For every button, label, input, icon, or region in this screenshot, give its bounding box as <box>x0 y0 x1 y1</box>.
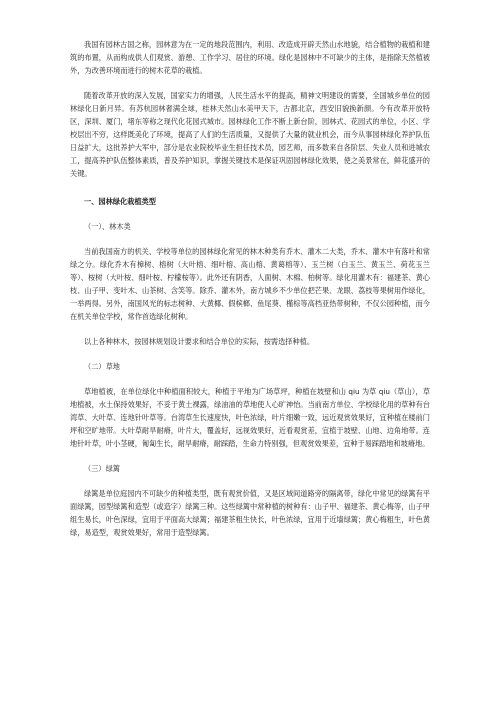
subheading-grass: （二）草地 <box>84 362 120 371</box>
subheading-trees: （一）、林木类 <box>84 222 131 231</box>
section-heading: 一、园林绿化栽植类型 <box>84 197 156 206</box>
paragraph-selection: 以上各种林木，按园林规划设计要求和结合单位的实际，按需选择种植。 <box>84 337 315 346</box>
subheading-hedges: （三）绿篱 <box>84 464 120 473</box>
paragraph-intro: 我国有园林古国之称，园林意为在一定的地段范围内，利用、改造成开辟天然山水地貌，结合植物的栽植和建筑的布置，从而构成供人们观赏、游憩、工作学习、居住的环境。绿化是园林中不可缺少的主体，是指除天然植被外，为改善环境而进行的树木花草的栽植。 <box>70 40 430 75</box>
paragraph-trees: 当前我国南方的机关、学校等单位的园林绿化常见的林木种类有乔木、灌木二大类，乔木、灌木中有落叶和常绿之分。绿化乔木有樟树、榕树（大叶榕、细叶榕、高山榕、黄葛榕等）、玉兰树（白玉兰、黄玉兰、荷花玉兰等）、桉树（大叶桉、细叶桉、柠檬桉等）。此外还有阴香，人面树、木棉、柏树等。绿化用灌木有：福建茶、黄心枝、山子甲、变叶木、山茶树、含笑等。除乔、灌木外，南方城乡不少单位把芒果、龙眼、荔枝等果树用作绿化，一举两得。另外，南国风光的标志树种、大黄椰、假槟榔、鱼尾葵、槿棕等高档亚热带树种，不仅公园种植，而今在机关单位学校，常作首选绿化树种。 <box>70 247 430 321</box>
paragraph-grass: 草地植被，在单位绿化中种植面积较大，种植于平地为广场草坪，种植在坡壁和山 qiu 为草 qiu（草山），草地植被，水土保持效果好，不妥于黄土裸露，绿油油的草地使人心旷神怡。当前南方单位、学校绿化用的草种有台湾草、大叶草、连地针叶草等。台湾草生长速度快，叶色浓绿，叶片细嫩一致，远近观赏效果好，宜种植在楼前门坪和空旷地带。大叶草耐旱耐瘠，叶片大，覆盖好，远视效果好，近看观赏差，宜植于坡壁、山地、边角地带。连地针叶草，叶小茎硬，匍匐生长，耐旱耐瘠，耐踩踏，生命力特别强，但观赏效果差，宜种于易踩踏地和坡瘠地。 <box>70 387 430 448</box>
paragraph-development: 随着改革开放的深入发展，国家实力的增强，人民生活水平的提高，精神文明建设的需要，全国城乡单位的园林绿化日新月异。有苏杭园林奢满全球，桂林天然山水美甲天下，古都北京，西安旧貌换新颜。今有改革开放特区，深圳、厦门，堵东等称之现代化花园式城市。园林绿化工作不断上新台阶，园林式、花园式的单位，小区、学校层出不穷，这样既美化了环境，提高了人们的生活质量，又提供了大量的就业机会，而今从事园林绿化养护队伍日益扩大，这批养护大军中，部分是农业院校毕业生担任技术员，园艺师，而多数来自各阶层、失业人员和进城农工，提高养护队伍整体素质，普及养护知识，掌握关键技术是保证巩固园林绿化效果，使之美景常在，鲜花盛开的关键。 <box>70 91 430 178</box>
paragraph-hedges: 绿篱是单位庭园内不可缺少的种植类型，既有观赏价值，又是区域间道路旁的隔离带，绿化中常见的绿篱有平面绿篱，园型绿篱和造型（或造字）绿篱三种。这些绿篱中常种植的树种有：山子甲、福建茶、黄心梅等，山子甲组生易长，叶色深绿，宜用于平面高大绿篱；福建茶粗生快长，叶色浓绿，宜用于近墙绿篱；黄心梅粗生，叶色黄绿，易造型，观赏效果好，常用于造型绿篱。 <box>70 489 430 537</box>
